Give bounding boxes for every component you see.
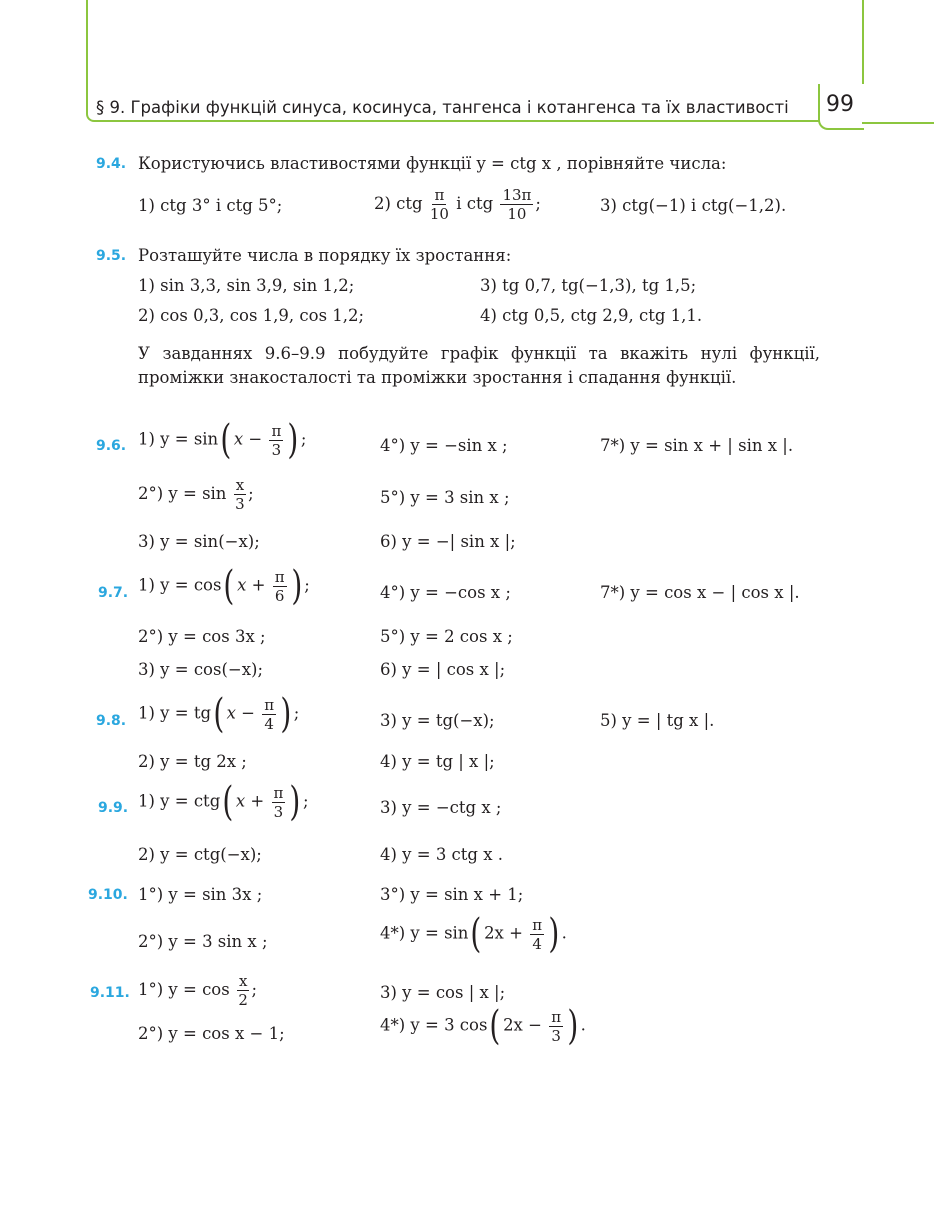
item: 2) y = tg 2x ; <box>138 752 247 771</box>
item: 4) y = tg | x |; <box>380 752 495 771</box>
item: 3) y = tg(−x); <box>380 711 495 730</box>
problem-number: 9.6. <box>96 438 127 454</box>
item: 2°) y = cos 3x ; <box>138 627 266 646</box>
fraction-denominator: 3 <box>273 802 284 821</box>
item: 2) cos 0,3, cos 1,9, cos 1,2; <box>138 306 365 325</box>
item-text: 1) y = sin <box>138 429 219 449</box>
fraction-denominator: 3 <box>271 440 282 459</box>
problem-number: 9.10. <box>88 887 128 903</box>
item: 4) ctg 0,5, ctg 2,9, ctg 1,1. <box>480 306 703 325</box>
fraction <box>272 784 286 821</box>
paren-left: ( <box>223 563 235 609</box>
fraction-denominator: 3 <box>235 495 245 513</box>
fraction-numerator: π <box>274 567 285 586</box>
paren-right: ) <box>548 911 560 957</box>
item: 3) y = cos | x |; <box>380 983 506 1002</box>
problem-number: 9.11. <box>90 985 130 1001</box>
paren-right: ) <box>289 779 301 825</box>
item: 5) y = | tg x |. <box>600 711 715 730</box>
item-text: 4*) y = sin <box>380 923 469 943</box>
fraction-denominator: 10 <box>429 205 449 223</box>
paren-right: ) <box>567 1003 579 1049</box>
item-with-fraction <box>138 476 254 513</box>
fraction-numerator: x <box>235 476 245 494</box>
paren-left: ( <box>222 779 234 825</box>
item: 3) y = sin(−x); <box>138 532 260 551</box>
fraction <box>430 186 449 223</box>
item-text: 2) ctg <box>374 194 423 213</box>
item-with-fraction <box>138 417 307 463</box>
fraction-denominator: 3 <box>551 1026 561 1045</box>
item-text: 2x − <box>503 1015 542 1035</box>
item-text: 2x + <box>484 923 523 943</box>
item-text: x + <box>237 575 266 595</box>
item-text: ; <box>304 575 310 595</box>
fraction <box>530 916 544 953</box>
item: 6) y = | cos x |; <box>380 660 506 679</box>
item: 6) y = −| sin x |; <box>380 532 516 551</box>
paren-left: ( <box>220 417 232 463</box>
fraction-denominator: 10 <box>507 205 527 223</box>
fraction-numerator: π <box>532 915 543 934</box>
fraction-numerator: π <box>551 1007 562 1026</box>
fraction-numerator: 13π <box>502 186 532 204</box>
fraction-numerator: π <box>434 186 445 204</box>
item-text: ; <box>248 484 254 503</box>
item-with-fraction <box>380 1003 586 1049</box>
item-text: 1) y = cos <box>138 575 222 595</box>
item: 7*) y = cos x − | cos x |. <box>600 583 800 602</box>
item-text: ; <box>300 429 307 449</box>
item: 3) y = cos(−x); <box>138 660 264 679</box>
item-text: . <box>561 923 567 943</box>
fraction <box>234 476 246 513</box>
fraction <box>500 186 533 223</box>
item: 5°) y = 3 sin x ; <box>380 488 510 507</box>
item-text: ; <box>293 703 300 723</box>
item-text: ; <box>302 791 309 811</box>
fraction <box>269 422 283 459</box>
item: 3) y = −ctg x ; <box>380 798 502 817</box>
item: 3) ctg(−1) і ctg(−1,2). <box>600 196 787 215</box>
item-text: 1°) y = cos <box>138 980 230 999</box>
paren-right: ) <box>290 563 302 609</box>
item-text: 4*) y = 3 cos <box>380 1015 488 1035</box>
item: 4°) y = −sin x ; <box>380 436 508 455</box>
item: 1°) y = sin 3x ; <box>138 885 263 904</box>
item-text: x − <box>226 703 256 723</box>
item: 1) sin 3,3, sin 3,9, sin 1,2; <box>138 276 355 295</box>
problem-number: 9.9. <box>98 800 129 816</box>
item: 3) tg 0,7, tg(−1,3), tg 1,5; <box>480 276 697 295</box>
fraction <box>262 696 276 733</box>
paren-left: ( <box>470 911 482 957</box>
fraction-numerator: π <box>273 783 284 802</box>
item-with-fraction <box>138 691 300 737</box>
problem-number: 9.5. <box>96 248 127 264</box>
item: 2°) y = cos x − 1; <box>138 1024 285 1043</box>
fraction <box>273 568 287 605</box>
section-title: § 9. Графіки функцій синуса, косинуса, тангенса і котангенса та їх властивості <box>96 98 789 117</box>
item: 1) ctg 3° і ctg 5°; <box>138 196 283 215</box>
item: 2°) y = 3 sin x ; <box>138 932 268 951</box>
item-text: 2°) y = sin <box>138 484 227 503</box>
fraction <box>237 972 249 1009</box>
item-text: x + <box>235 791 265 811</box>
item-with-fraction <box>138 972 257 1009</box>
item: 4) y = 3 ctg x . <box>380 845 504 864</box>
item-text: ; <box>535 194 541 213</box>
paren-left: ( <box>213 691 225 737</box>
item-with-fraction <box>374 186 541 223</box>
fraction <box>549 1008 563 1045</box>
page-number: 99 <box>826 92 854 117</box>
item-with-fraction <box>380 911 567 957</box>
fraction-numerator: π <box>264 695 275 714</box>
item-with-fraction <box>138 779 309 825</box>
item-text: . <box>580 1015 586 1035</box>
fraction-denominator: 4 <box>532 934 542 953</box>
problem-number: 9.4. <box>96 156 127 172</box>
problem-prompt: Розташуйте числа в порядку їх зростання: <box>138 246 512 265</box>
item-text: ; <box>251 980 257 999</box>
item: 5°) y = 2 cos x ; <box>380 627 513 646</box>
fraction-numerator: π <box>271 421 282 440</box>
fraction-denominator: 2 <box>238 991 248 1009</box>
item: 3°) y = sin x + 1; <box>380 885 524 904</box>
header-rule <box>862 122 934 124</box>
item-text: x − <box>233 429 263 449</box>
item: 4°) y = −cos x ; <box>380 583 511 602</box>
paren-left: ( <box>489 1003 501 1049</box>
item-with-fraction <box>138 563 310 609</box>
instructions: У завданнях 9.6–9.9 побудуйте графік функції та вкажіть нулі функції, проміжки знакосталості та проміжки зростання і спадання функції. <box>138 344 820 387</box>
item-text: і ctg <box>456 194 494 213</box>
item: 2) y = ctg(−x); <box>138 845 262 864</box>
item-text: 1) y = tg <box>138 703 212 723</box>
fraction-denominator: 6 <box>274 586 285 605</box>
fraction-denominator: 4 <box>264 714 274 733</box>
problem-number: 9.7. <box>98 585 129 601</box>
item: 7*) y = sin x + | sin x |. <box>600 436 794 455</box>
item-text: 1) y = ctg <box>138 791 221 811</box>
problem-prompt: Користуючись властивостями функції y = ctg x , порівняйте числа: <box>138 154 727 173</box>
problem-number: 9.8. <box>96 713 127 729</box>
paren-right: ) <box>287 417 299 463</box>
paren-right: ) <box>280 691 292 737</box>
fraction-numerator: x <box>238 972 248 990</box>
